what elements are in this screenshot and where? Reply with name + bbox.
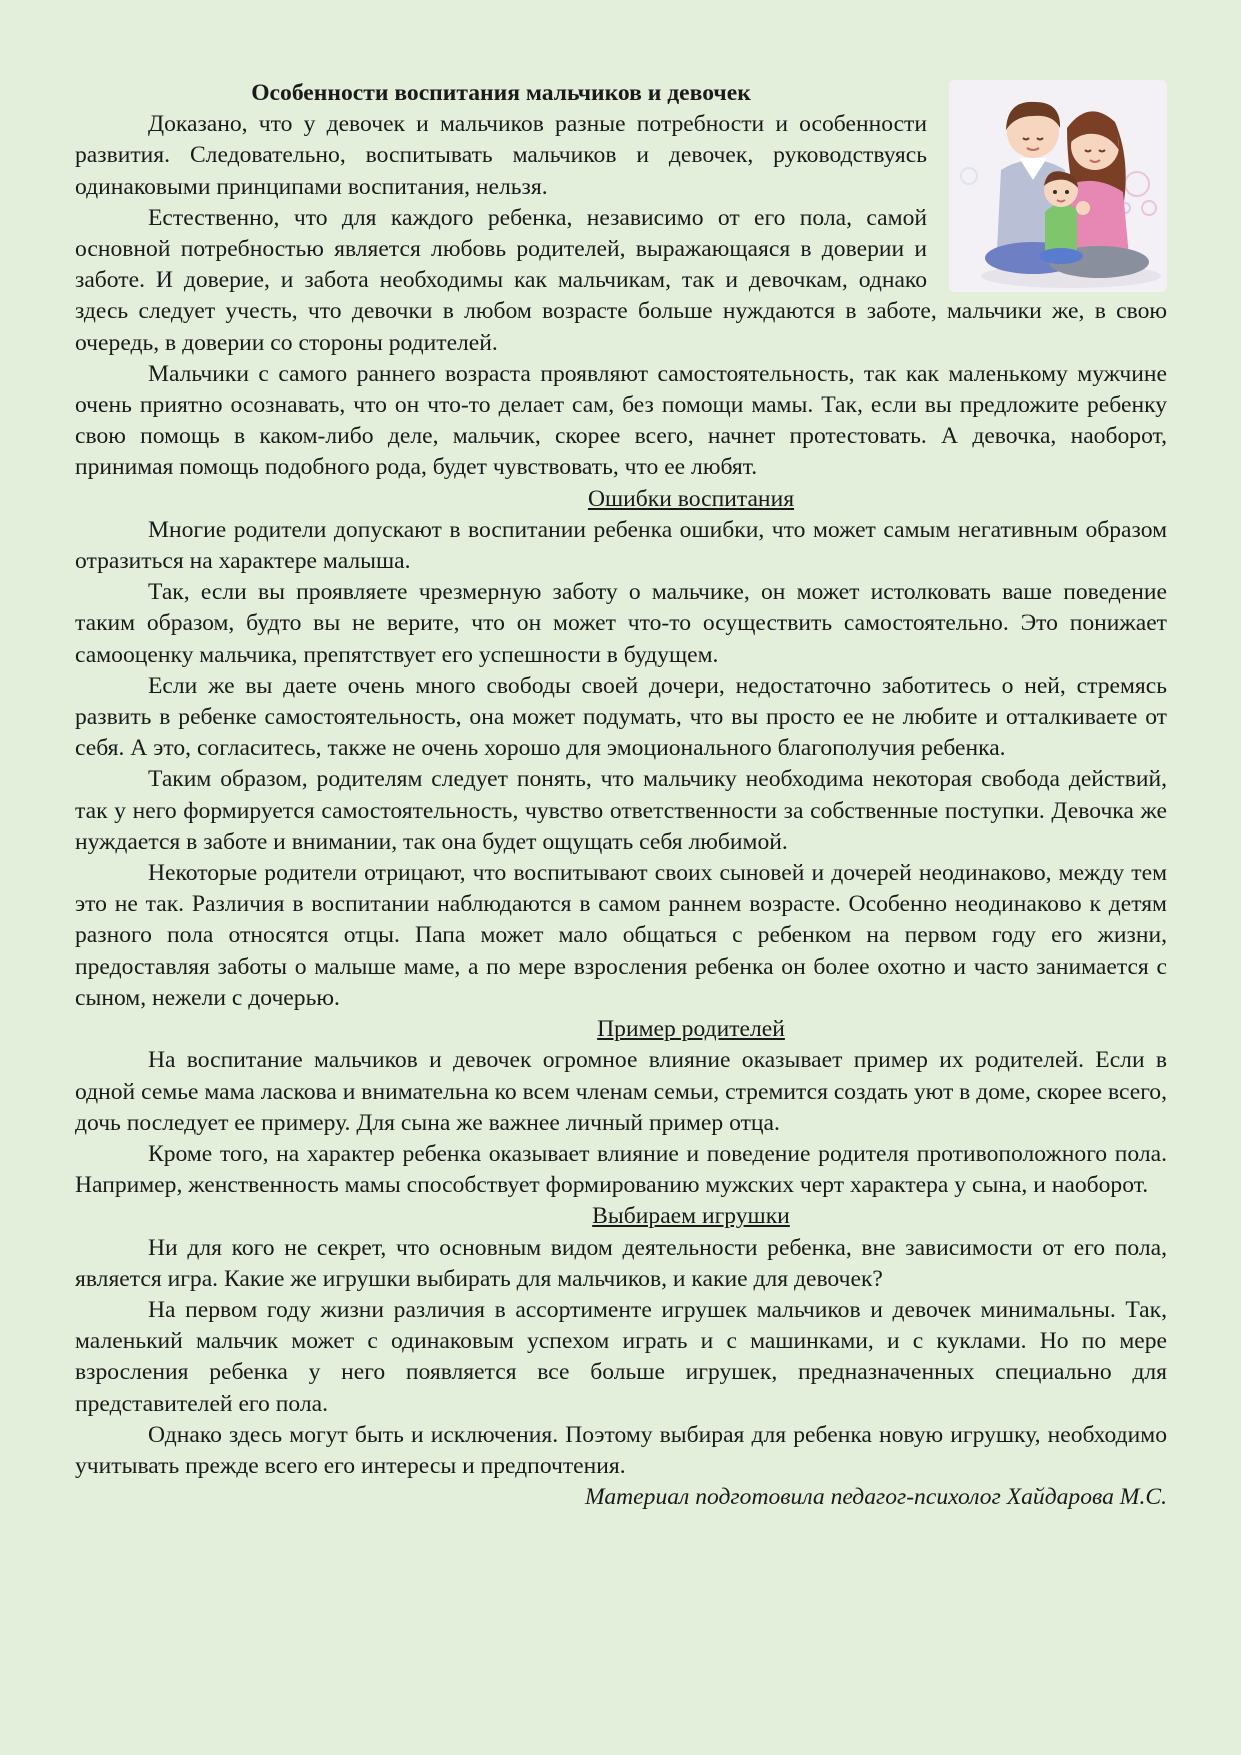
paragraph: Мальчики с самого раннего возраста проявляют самостоятельность, так как маленькому мужчине очень приятно осознавать, что он что-то делает сам, без помощи мамы. Так, если вы предложите ребенку свою помощь в каком-либо деле, мальчик, скорее всего, начнет протестовать. А девочка, наоборот, принимая помощь подобного рода, будет чувствовать, что ее любят. [75,360,1167,481]
family-icon [949,80,1167,292]
paragraph: Естественно, что для каждого ребенка, независимо от его пола, самой основной потребностью является любовь родителей, выражающаяся в доверии и заботе. И доверие, и забота необходимы как мальчикам, так и девочкам, однако здесь следует учесть, что девочки в любом возрасте больше нуждаются в заботе, мальчики же, в свою очередь, в доверии со стороны родителей. [75,204,1167,356]
paragraph: Некоторые родители отрицают, что воспитывают своих сыновей и дочерей неодинаково, между тем это не так. Различия в воспитании наблюдаются в самом раннем возрасте. Особенно неодинаково к детям разного пола относятся отцы. Папа может мало общаться с ребенком на первом году его жизни, предоставляя заботы о малыше маме, а по мере взросления ребенка он более охотно и часто занимается с сыном, нежели с дочерью. [75,860,1167,1011]
paragraph: Кроме того, на характер ребенка оказывает влияние и поведение родителя противоположного пола. Например, женственность мамы способствует формированию мужских черт характера у сына, и наоборот. [75,1140,1167,1199]
section-heading-example: Пример родителей [597,1016,785,1043]
document-page [75,78,1167,1513]
paragraph: Так, если вы проявляете чрезмерную заботу о мальчике, он может истолковать ваше поведение таким образом, будто вы не верите, что он может что-то осуществить самостоятельно. Это понижает самооценку мальчика, препятствует его успешности в будущем. [75,579,1167,668]
section-heading-toys: Выбираем игрушки [592,1203,790,1230]
author-signature: Материал подготовила педагог-психолог Хайдарова М.С. [585,1484,1167,1511]
paragraph: Ни для кого не секрет, что основным видом деятельности ребенка, вне зависимости от его пола, является игра. Какие же игрушки выбирать для мальчиков, и какие для девочек? [75,1234,1167,1292]
document-title: Особенности воспитания мальчиков и девочек [251,80,751,106]
paragraph: Однако здесь могут быть и исключения. Поэтому выбирая для ребенка новую игрушку, необходимо учитывать прежде всего его интересы и предпочтения. [75,1421,1167,1479]
paragraph: На первом году жизни различия в ассортименте игрушек мальчиков и девочек минимальны. Так, маленький мальчик может с одинаковым успехом играть и с машинками, и с куклами. Но по мере взросления ребенка у него появляется все больше игрушек, предназначенных специально для представителей его пола. [75,1296,1167,1417]
paragraph: Доказано, что у девочек и мальчиков разные потребности и особенности развития. Следовательно, воспитывать мальчиков и девочек, руководствуясь одинаковыми принципами воспитания, нельзя. [75,111,927,200]
paragraph: Таким образом, родителям следует понять, что мальчику необходима некоторая свобода действий, так у него формируется самостоятельность, чувство ответственности за собственные поступки. Девочка же нуждается в заботе и внимании, так она будет ощущать себя любимой. [75,766,1167,855]
paragraph: Если же вы даете очень много свободы своей дочери, недостаточно заботитесь о ней, стремясь развить в ребенке самостоятельность, она может подумать, что вы просто ее не любите и отталкиваете от себя. А это, согласитесь, также не очень хорошо для эмоционального благополучия ребенка. [75,672,1167,762]
paragraph: Многие родители допускают в воспитании ребенка ошибки, что может самым негативным образом отразиться на характере малыша. [75,516,1167,575]
paragraph: На воспитание мальчиков и девочек огромное влияние оказывает пример их родителей. Если в одной семье мама ласкова и внимательна ко всем членам семьи, стремится создать уют в доме, скорее всего, дочь последует ее примеру. Для сына же важнее личный пример отца. [75,1047,1167,1136]
section-heading-mistakes: Ошибки воспитания [587,485,795,512]
family-illustration [949,80,1167,292]
